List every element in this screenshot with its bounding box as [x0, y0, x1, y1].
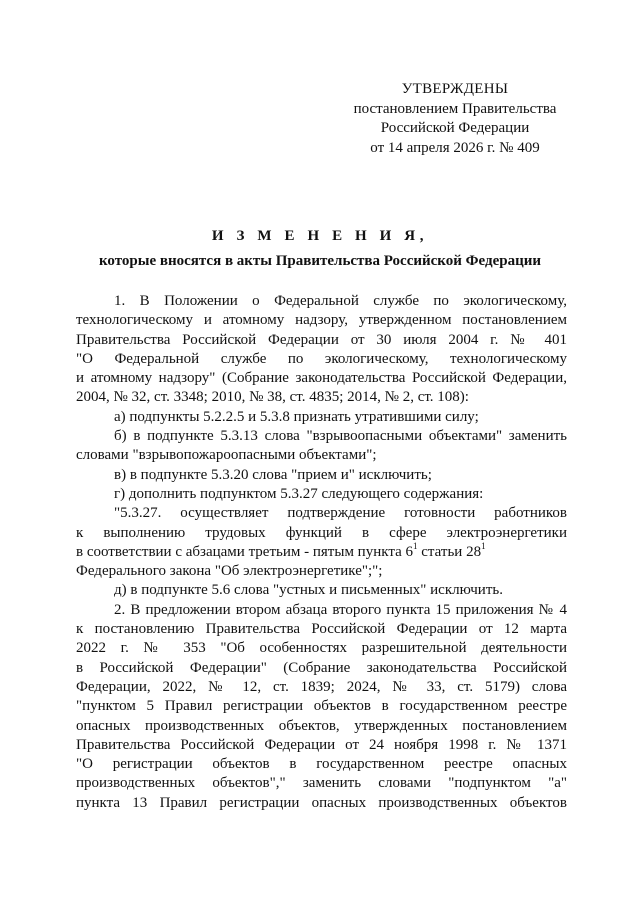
text-line: Правительства Российской Федерации от 30 июля 2004 г. № 401 — [76, 331, 567, 348]
text-line: Федерального закона "Об электроэнергетике";"; — [76, 563, 383, 580]
text-line: Федерации, 2022, № 12, ст. 1839; 2024, № 33, ст. 5179) слова — [76, 678, 567, 695]
text-line: в) в подпункте 5.3.20 слова "прием и" исключить; — [114, 466, 432, 483]
text-line: опасных производственных объектов, утвержденных постановлением — [76, 717, 567, 734]
text-line: б) в подпункте 5.3.13 слова "взрывоопасными объектами" заменить — [114, 428, 567, 445]
approval-line: от 14 апреля 2026 г. № 409 — [370, 139, 540, 156]
text-line: технологическому и атомному надзору, утвержденном постановлением — [76, 312, 567, 329]
text-line: пункта 13 Правил регистрации опасных производственных объектов — [76, 794, 567, 811]
document-title: И З М Е Н Е Н И Я, — [211, 228, 429, 244]
approval-stamp — [340, 80, 570, 158]
text-line: "пунктом 5 Правил регистрации объектов в государственном реестре — [76, 698, 567, 715]
text-line: 1. В Положении о Федеральной службе по экологическому, — [114, 293, 567, 309]
text-line: 2022 г. № 353 "Об особенностях разрешительной деятельности — [76, 640, 567, 657]
approval-line: постановлением Правительства — [353, 100, 557, 117]
text-line: 2. В предложении втором абзаца второго пункта 15 приложения № 4 — [114, 601, 567, 618]
text-line: 2004, № 32, ст. 3348; 2010, № 38, ст. 4835; 2014, № 2, ст. 108): — [76, 389, 469, 406]
text-line: "5.3.27. осуществляет подтверждение готовности работников — [114, 505, 567, 522]
text-line: в Российской Федерации" (Собрание законодательства Российской — [76, 659, 567, 676]
text-fragment: статьи 28 — [417, 543, 482, 560]
text-line: Правительства Российской Федерации от 24 ноября 1998 г. № 1371 — [76, 736, 567, 753]
text-line: "О Федеральной службе по экологическому, технологическому — [76, 350, 567, 367]
text-line: а) подпункты 5.2.2.5 и 5.3.8 признать утратившими силу; — [114, 408, 479, 425]
text-line: к выполнению трудовых функций в сфере электроэнергетики — [76, 524, 567, 541]
text-line: "О регистрации объектов в государственном реестре опасных — [76, 756, 567, 773]
text-line-with-superscripts — [76, 540, 567, 562]
document-body — [76, 292, 567, 813]
approval-heading: УТВЕРЖДЕНЫ — [401, 81, 509, 97]
superscript: 1 — [481, 540, 486, 551]
text-fragment: в соответствии с абзацами третьим - пятым пункта 6 — [76, 543, 413, 560]
text-line: д) в подпункте 5.6 слова "устных и письменных" исключить. — [114, 582, 503, 599]
text-line: к постановлению Правительства Российской Федерации от 12 марта — [76, 621, 567, 638]
text-line: г) дополнить подпунктом 5.3.27 следующего содержания: — [114, 485, 484, 502]
text-fragment — [76, 540, 486, 562]
text-line: и атомному надзору" (Собрание законодательства Российской Федерации, — [76, 370, 567, 387]
superscript: 1 — [412, 540, 418, 551]
text-line: словами "взрывопожароопасными объектами"; — [76, 447, 377, 464]
text-line: производственных объектов"," заменить словами "подпунктом "а" — [76, 775, 567, 792]
approval-line: Российской Федерации — [380, 120, 530, 136]
document-subtitle: которые вносятся в акты Правительства Российской Федерации — [98, 253, 542, 269]
